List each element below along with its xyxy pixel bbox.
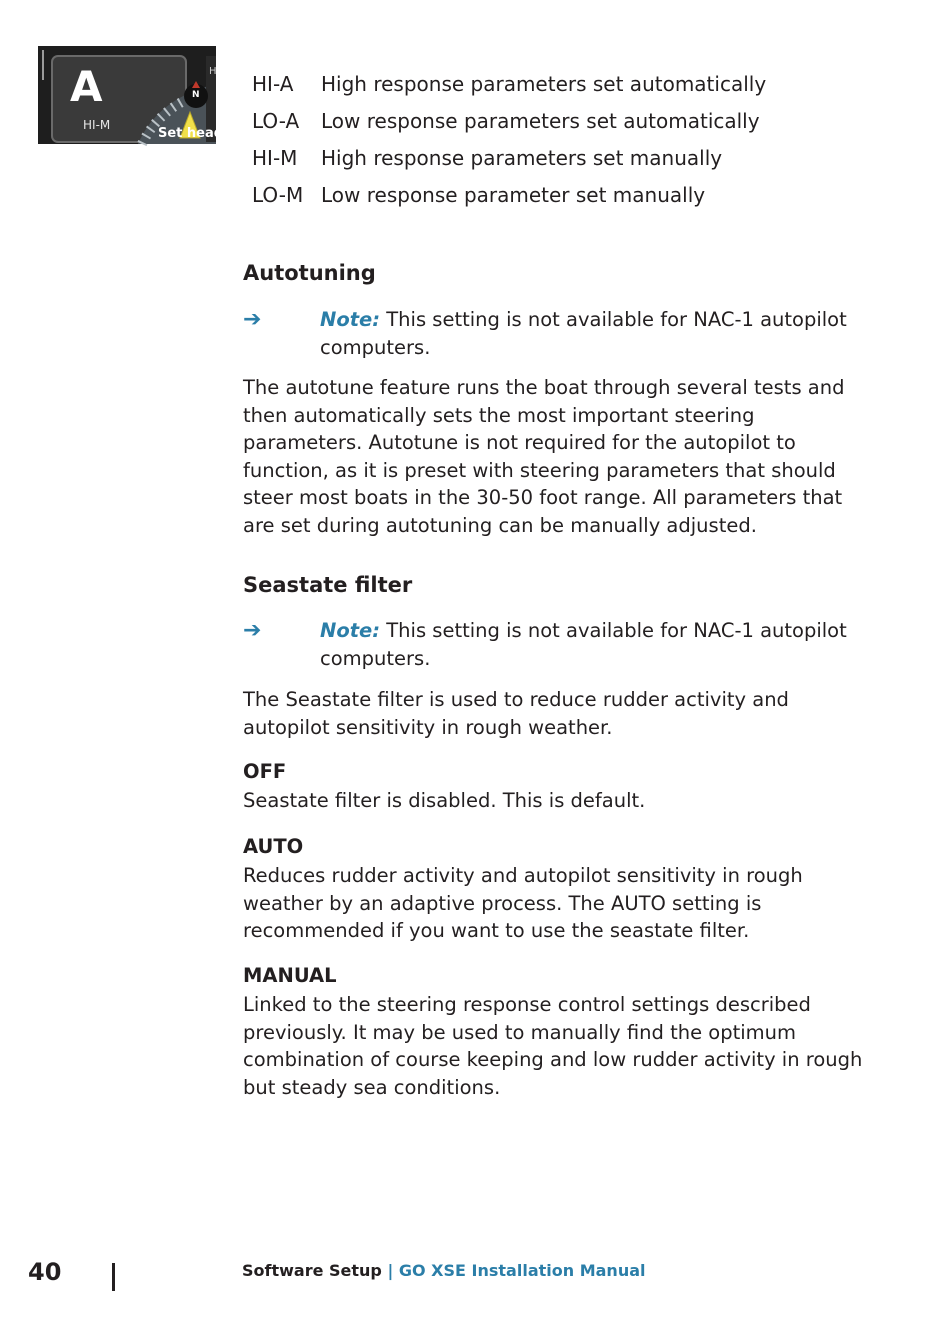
thumbnail-caption: Set headi [158, 126, 228, 141]
seastate-heading: Seastate filter [243, 573, 413, 597]
note-text [320, 306, 863, 361]
footer-title [242, 1261, 645, 1280]
option-auto-text: Reduces rudder activity and autopilot sensitivity in rough weather by an adaptive process. The AUTO setting is recommended if you want to use the seastate filter. [243, 864, 803, 942]
option-manual-text: Linked to the steering response control settings described previously. It may be used to manually find the optimum combination of course keeping and low rudder activity in rough but steady sea conditions. [243, 993, 863, 1099]
autotuning-note [243, 306, 863, 361]
mode-code: HI-M [252, 145, 298, 170]
response-mode-row [252, 140, 766, 177]
option-auto-title: AUTO [243, 835, 304, 858]
compass-label: N [192, 90, 200, 100]
seastate-body: The Seastate filter is used to reduce rudder activity and autopilot sensitivity in rough weather. [243, 688, 789, 739]
note-label: Note: [320, 619, 381, 642]
response-mode-row [252, 66, 766, 103]
footer-document: GO XSE Installation Manual [398, 1261, 646, 1280]
mode-description: Low response parameter set manually [321, 182, 706, 207]
autopilot-display-thumbnail [38, 46, 228, 144]
option-off-title: OFF [243, 760, 287, 783]
note-arrow-icon: ➔ [243, 307, 262, 332]
mode-letter: A [70, 62, 103, 111]
option-off-text: Seastate filter is disabled. This is default. [243, 789, 646, 812]
mode-code: LO-A [252, 109, 300, 134]
mode-code: LO-M [252, 182, 304, 207]
autotuning-body: The autotune feature runs the boat through several tests and then automatically sets the most important steering parameters. Autotune is not required for the autopilot to function, as it is preset with steering parameters that should steer most boats in the 30-50 foot range. All parameters that are set during autotuning can be manually adjusted. [243, 376, 845, 537]
mode-description: High response parameters set automatically [321, 72, 767, 97]
page-number: 40 [28, 1258, 62, 1286]
mode-code: HI-A [252, 72, 294, 97]
note-text [320, 617, 863, 672]
mode-label: HI-M [83, 118, 111, 132]
note-body: This setting is not available for NAC-1 autopilot computers. [320, 308, 847, 359]
seastate-note [243, 617, 863, 672]
mode-description: Low response parameters set automatically [321, 109, 760, 134]
footer-divider [112, 1263, 115, 1291]
autotuning-heading: Autotuning [243, 261, 376, 285]
response-mode-row [252, 103, 766, 140]
note-arrow-icon: ➔ [243, 618, 262, 643]
thumbnail-edge-letter: H [209, 66, 217, 77]
note-label: Note: [320, 308, 381, 331]
mode-description: High response parameters set manually [321, 145, 723, 170]
option-manual-title: MANUAL [243, 964, 337, 987]
note-body: This setting is not available for NAC-1 autopilot computers. [320, 619, 847, 670]
footer-separator: | [381, 1261, 399, 1280]
response-mode-table [252, 66, 766, 213]
response-mode-row [252, 176, 766, 213]
footer-section: Software Setup [242, 1261, 382, 1280]
